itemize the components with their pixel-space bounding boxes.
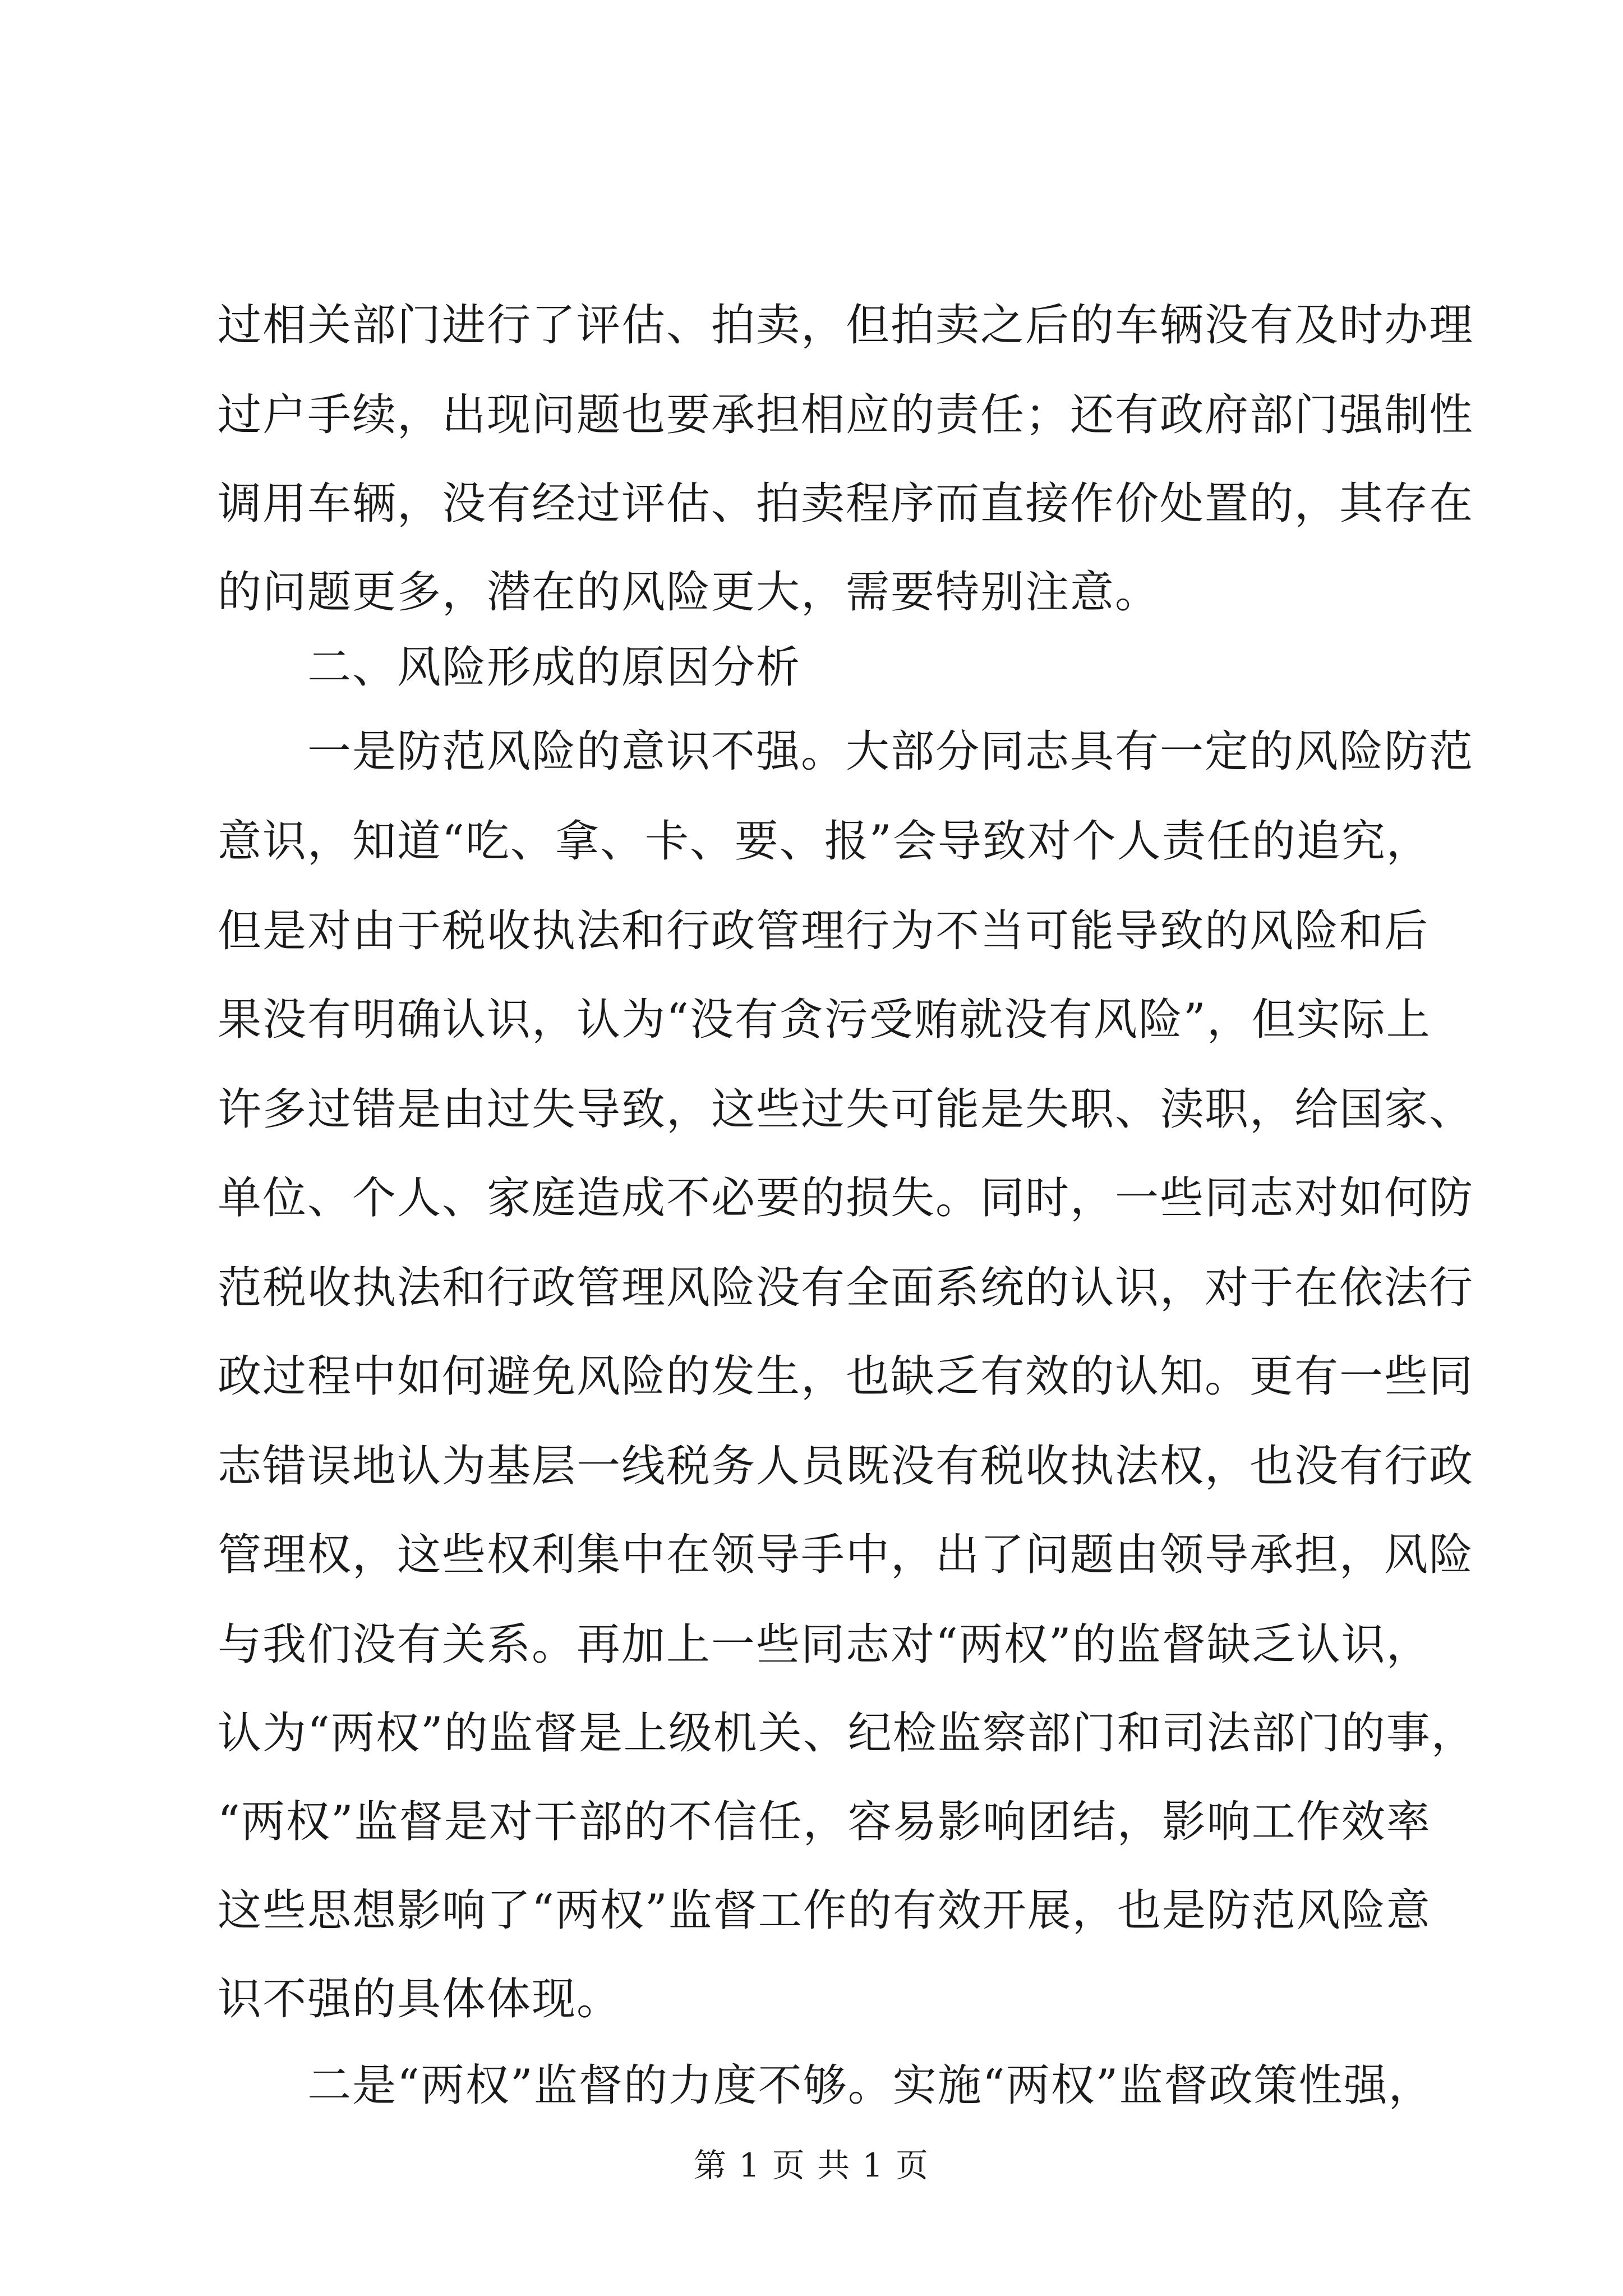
paragraph-first-line: 一是防范风险的意识不强。大部分同志具有一定的风险防范	[307, 726, 1474, 777]
body-text-line: 过户手续，出现问题也要承担相应的责任；还有政府部门强制性	[218, 390, 1474, 440]
body-text-line: 志错误地认为基层一线税务人员既没有税收执法权，也没有行政	[218, 1441, 1474, 1492]
body-text-line: 过相关部门进行了评估、拍卖，但拍卖之后的车辆没有及时办理	[218, 300, 1474, 351]
body-text-line: 范税收执法和行政管理风险没有全面系统的认识，对于在依法行	[218, 1263, 1474, 1313]
paragraph-first-line: 二是“两权”监督的力度不够。实施“两权”监督政策性强，	[307, 2060, 1433, 2111]
body-text-line: 管理权，这些权利集中在领导手中，出了问题由领导承担，风险	[218, 1530, 1474, 1580]
body-text-line: 认为“两权”的监督是上级机关、纪检监察部门和司法部门的事，	[218, 1708, 1476, 1759]
body-text-line: 许多过错是由过失导致，这些过失可能是失职、渎职，给国家、	[218, 1084, 1474, 1135]
body-text-line: 但是对由于税收执法和行政管理行为不当可能导致的风险和后	[218, 906, 1430, 956]
body-text-line: 这些思想影响了“两权”监督工作的有效开展，也是防范风险意	[218, 1885, 1431, 1936]
body-text-line: 识不强的具体体现。	[218, 1974, 622, 2024]
body-text-line: 单位、个人、家庭造成不必要的损失。同时，一些同志对如何防	[218, 1173, 1474, 1223]
body-text-line: “两权”监督是对干部的不信任，容易影响团结，影响工作效率	[218, 1797, 1431, 1847]
body-text-line: 的问题更多，潜在的风险更大，需要特别注意。	[218, 567, 1160, 618]
body-text-line: 果没有明确认识，认为“没有贪污受贿就没有风险”，但实际上	[218, 995, 1431, 1045]
section-heading: 二、风险形成的原因分析	[307, 642, 801, 693]
body-text-line: 调用车辆，没有经过评估、拍卖程序而直接作价处置的，其存在	[218, 478, 1474, 529]
body-text-line: 政过程中如何避免风险的发生，也缺乏有效的认知。更有一些同	[218, 1351, 1474, 1402]
page-footer: 第 1 页 共 1 页	[694, 2146, 929, 2184]
body-text-line: 与我们没有关系。再加上一些同志对“两权”的监督缺乏认识，	[218, 1619, 1431, 1670]
body-text-line: 意识，知道“吃、拿、卡、要、报”会导致对个人责任的追究，	[218, 816, 1431, 867]
